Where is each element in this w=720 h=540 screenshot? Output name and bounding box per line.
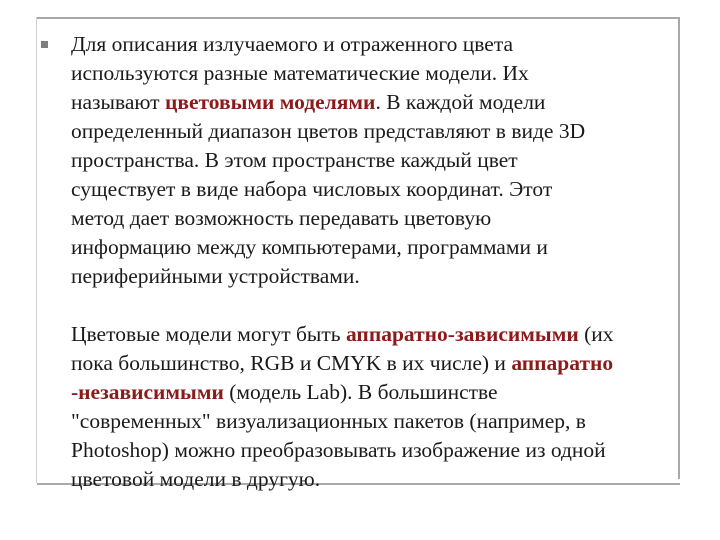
text-line: цветовой модели в другую. <box>71 467 321 491</box>
text-line: пространства. В этом пространстве каждый цвет <box>71 148 518 172</box>
text-line: определенный диапазон цветов представляют в виде 3D <box>71 119 586 143</box>
text-fragment: . В каждой модели <box>375 90 546 114</box>
text-fragment: Цветовые модели могут быть <box>71 322 346 346</box>
text-line: используются разные математические модели. Их <box>71 61 529 85</box>
text-line: периферийными устройствами. <box>71 264 360 288</box>
slide-body <box>71 30 683 494</box>
text-line: Для описания излучаемого и отраженного цвета <box>71 32 514 56</box>
highlight-term-device-independent-part1: аппаратно <box>511 351 614 375</box>
text-line: Photoshop) можно преобразовывать изображение из одной <box>71 438 606 462</box>
frame-left-border <box>36 17 37 483</box>
text-line <box>71 378 683 407</box>
highlight-term-device-dependent: аппаратно-зависимыми <box>345 322 579 346</box>
text-line: метод дает возможность передавать цветовую <box>71 206 492 230</box>
text-line: "современных" визуализационных пакетов (например, в <box>71 409 586 433</box>
highlight-term-device-independent-part2: -независимыми <box>71 380 224 404</box>
text-fragment: пока большинство, RGB и CMYK в их числе) и <box>71 351 512 375</box>
frame-top-border <box>37 17 678 19</box>
text-line <box>71 320 683 349</box>
text-line <box>71 349 683 378</box>
text-line <box>71 88 683 117</box>
text-fragment: (модель Lab). В большинстве <box>223 380 498 404</box>
square-bullet-icon <box>41 41 48 48</box>
text-fragment: называют <box>71 90 165 114</box>
highlight-term-color-models: цветовыми моделями <box>164 90 376 114</box>
text-line: информацию между компьютерами, программами и <box>71 235 548 259</box>
paragraph-color-models-intro <box>71 30 683 291</box>
text-fragment: (их <box>578 322 614 346</box>
text-line: существует в виде набора числовых координат. Этот <box>71 177 553 201</box>
paragraph-device-dependence <box>71 320 683 494</box>
